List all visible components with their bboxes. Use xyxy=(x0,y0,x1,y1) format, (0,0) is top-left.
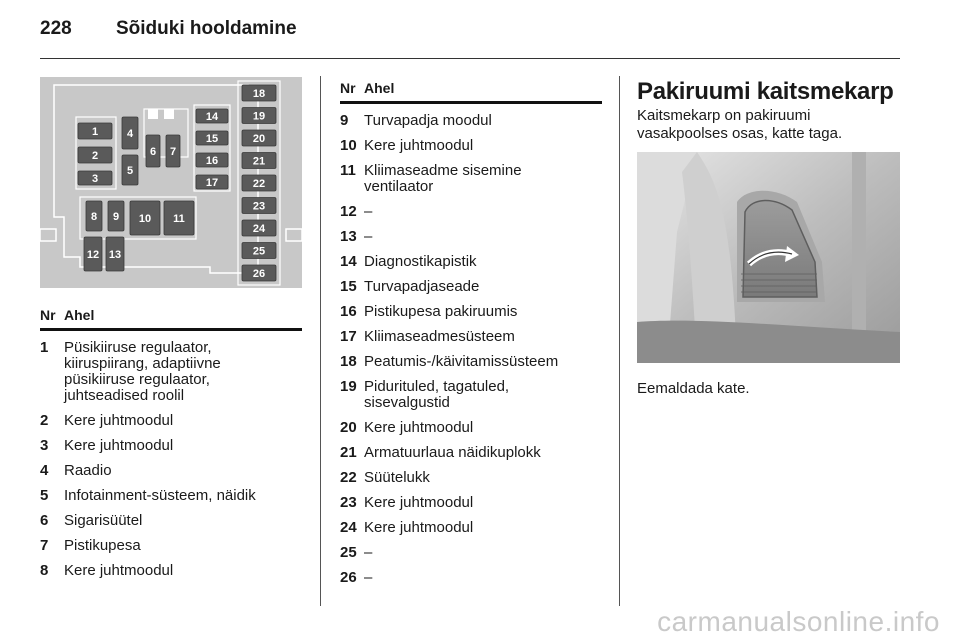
row-circuit: Turvapadjaseade xyxy=(364,278,480,295)
fuse-label: 12 xyxy=(86,249,100,261)
row-circuit: Püsikiiruse regulaator, kiiruspiirang, adaptiivne püsikiiruse regulaator, juhtseadised roolil xyxy=(64,339,221,404)
column-divider xyxy=(320,76,321,606)
table-row xyxy=(340,138,602,154)
row-circuit: Kere juhtmoodul xyxy=(64,412,174,429)
trunk-fuse-cover-illustration xyxy=(637,152,900,363)
header-name: Ahel xyxy=(64,307,95,323)
row-circuit: – xyxy=(364,569,373,586)
column-divider xyxy=(619,76,620,606)
fuse-15 xyxy=(196,131,228,145)
fuse-26 xyxy=(242,265,276,281)
table-row xyxy=(40,563,302,579)
fuse-25 xyxy=(242,243,276,259)
row-number: 8 xyxy=(40,562,49,579)
row-circuit: Kere juhtmoodul xyxy=(364,519,474,536)
fuse-label: 19 xyxy=(252,110,266,123)
fuse-19 xyxy=(242,108,276,124)
fuse-label: 25 xyxy=(252,245,266,258)
fuse-label: 11 xyxy=(173,213,185,225)
table-row xyxy=(340,204,602,220)
row-number: 1 xyxy=(40,339,49,356)
fuse-12 xyxy=(84,237,102,271)
row-number: 20 xyxy=(340,419,357,436)
fuse-21 xyxy=(242,153,276,169)
row-number: 21 xyxy=(340,444,357,461)
row-number: 26 xyxy=(340,569,357,586)
fuse-label: 14 xyxy=(205,111,219,123)
row-number: 22 xyxy=(340,469,357,486)
row-number: 14 xyxy=(340,253,357,270)
row-circuit: Kliimaseadmesüsteem xyxy=(364,328,515,345)
row-number: 23 xyxy=(340,494,357,511)
row-circuit: Kere juhtmoodul xyxy=(64,437,174,454)
table-row xyxy=(340,520,602,536)
fuse-18 xyxy=(242,85,276,101)
row-number: 24 xyxy=(340,519,357,536)
table-row xyxy=(340,229,602,245)
row-number: 17 xyxy=(340,328,357,345)
page-number: 228 xyxy=(40,18,72,39)
table-row xyxy=(40,513,302,529)
table-row xyxy=(340,495,602,511)
header-rule xyxy=(40,58,900,59)
fuse-label: 1 xyxy=(91,126,99,138)
row-number: 11 xyxy=(340,162,356,179)
row-circuit: Pidurituled, tagatuled, sisevalgustid xyxy=(364,378,510,411)
fuse-label: 7 xyxy=(169,146,177,158)
row-number: 5 xyxy=(40,487,49,504)
fuse-16 xyxy=(196,153,228,167)
row-number: 7 xyxy=(40,537,49,554)
fuse-label: 10 xyxy=(138,213,152,225)
table-row xyxy=(40,340,302,404)
table-row xyxy=(340,304,602,320)
fuse-label: 22 xyxy=(252,178,266,190)
fuse-6 xyxy=(146,135,160,167)
fuse-label: 8 xyxy=(90,211,98,223)
fuse-label: 2 xyxy=(91,150,99,162)
table-row xyxy=(40,538,302,554)
row-number: 6 xyxy=(40,512,49,529)
fuse-1 xyxy=(78,123,112,139)
fuse-17 xyxy=(196,175,228,189)
fuse-label: 9 xyxy=(112,211,120,223)
row-number: 25 xyxy=(340,544,357,561)
row-circuit: Kere juhtmoodul xyxy=(364,494,474,511)
fuse-label: 15 xyxy=(205,133,219,145)
fuse-box-diagram xyxy=(40,77,302,288)
fuse-24 xyxy=(242,220,276,236)
row-circuit: Sigarisüütel xyxy=(64,512,143,529)
fuse-label: 20 xyxy=(252,133,266,145)
row-number: 10 xyxy=(340,137,357,154)
fuse-23 xyxy=(242,198,276,214)
fuse-label: 3 xyxy=(91,173,99,185)
row-number: 12 xyxy=(340,203,357,220)
row-number: 18 xyxy=(340,353,357,370)
table-row xyxy=(40,413,302,429)
table-row xyxy=(340,570,602,586)
row-circuit: Pistikupesa pakiruumis xyxy=(364,303,518,320)
section-title: Pakiruumi kaitsmekarp xyxy=(637,78,894,105)
table-row xyxy=(340,354,602,370)
header-name: Ahel xyxy=(364,80,395,96)
table-row xyxy=(340,329,602,345)
table-row xyxy=(340,163,602,195)
row-number: 16 xyxy=(340,303,357,320)
table-row xyxy=(40,488,302,504)
row-circuit: Raadio xyxy=(64,462,112,479)
table-header xyxy=(340,80,602,104)
fuse-label: 23 xyxy=(252,200,266,213)
row-circuit: Turvapadja moodul xyxy=(364,112,492,129)
fuse-13 xyxy=(106,237,124,271)
table-row xyxy=(40,463,302,479)
table-row xyxy=(340,445,602,461)
table-row xyxy=(340,379,602,411)
row-circuit: – xyxy=(364,228,373,245)
fuse-label: 5 xyxy=(126,165,134,177)
row-circuit: Kliimaseadme sisemine ventilaator xyxy=(364,162,522,195)
fuse-9 xyxy=(108,201,124,231)
table-row xyxy=(340,279,602,295)
row-circuit: – xyxy=(364,544,373,561)
row-circuit: Infotainment-süsteem, näidik xyxy=(64,487,256,504)
section-text: Kaitsmekarp on pakiruumi vasakpoolses osas, katte taga. xyxy=(637,107,843,142)
image-caption: Eemaldada kate. xyxy=(637,380,750,397)
fuse-2 xyxy=(78,147,112,163)
row-number: 13 xyxy=(340,228,357,245)
row-circuit: Pistikupesa xyxy=(64,537,141,554)
fuse-8 xyxy=(86,201,102,231)
fuse-label: 24 xyxy=(252,223,266,235)
watermark: carmanualsonline.info xyxy=(657,606,940,637)
table-row xyxy=(40,438,302,454)
table-row xyxy=(340,113,602,129)
table-header xyxy=(40,307,302,331)
row-circuit: Kere juhtmoodul xyxy=(364,137,474,154)
page-header xyxy=(40,18,297,48)
row-number: 19 xyxy=(340,378,357,395)
fuse-11 xyxy=(164,201,194,235)
row-circuit: Süütelukk xyxy=(364,469,430,486)
fuse-label: 6 xyxy=(149,146,157,158)
table-row xyxy=(340,420,602,436)
chapter-title: Sõiduki hooldamine xyxy=(116,18,297,39)
row-number: 3 xyxy=(40,437,49,454)
table-row xyxy=(340,545,602,561)
header-nr: Nr xyxy=(40,307,56,323)
table-row xyxy=(340,254,602,270)
fuse-label: 18 xyxy=(252,88,266,100)
fuse-7 xyxy=(166,135,180,167)
circuit-table-middle xyxy=(340,80,602,586)
row-number: 9 xyxy=(340,112,349,129)
circuit-table-left xyxy=(40,307,302,579)
fuse-label: 13 xyxy=(108,249,122,261)
row-number: 15 xyxy=(340,278,357,295)
header-nr: Nr xyxy=(340,80,356,96)
row-circuit: – xyxy=(364,203,373,220)
fuse-label: 4 xyxy=(126,128,134,140)
fuse-label: 26 xyxy=(252,268,266,280)
fuse-20 xyxy=(242,130,276,146)
fuse-22 xyxy=(242,175,276,191)
row-circuit: Kere juhtmoodul xyxy=(364,419,474,436)
fuse-5 xyxy=(122,155,138,185)
table-row xyxy=(340,470,602,486)
row-circuit: Armatuurlaua näidikuplokk xyxy=(364,444,541,461)
fuse-14 xyxy=(196,109,228,123)
fuse-3 xyxy=(78,171,112,185)
fuse-4 xyxy=(122,117,138,149)
row-number: 2 xyxy=(40,412,49,429)
fuse-label: 16 xyxy=(205,155,219,167)
row-number: 4 xyxy=(40,462,49,479)
row-circuit: Kere juhtmoodul xyxy=(64,562,174,579)
fuse-label: 21 xyxy=(252,155,266,168)
row-circuit: Peatumis-/käivitamissüsteem xyxy=(364,353,559,370)
fuse-10 xyxy=(130,201,160,235)
fuse-label: 17 xyxy=(205,177,219,189)
row-circuit: Diagnostikapistik xyxy=(364,253,477,270)
